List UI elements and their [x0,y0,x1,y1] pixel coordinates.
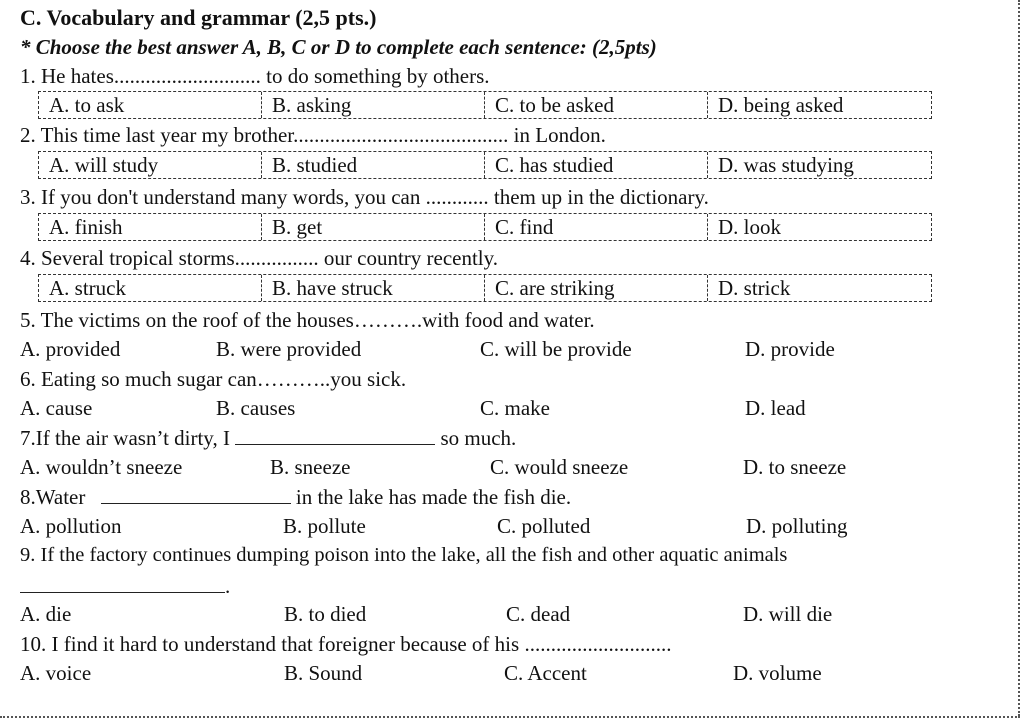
option-d[interactable]: D. strick [718,276,791,300]
question-7 [20,424,516,452]
question-6 [20,365,406,393]
question-stem-end: our country recently. [323,246,499,270]
question-stem: 1. He hates [20,64,114,88]
answer-dots: ............ [425,185,489,209]
option-d[interactable]: D. was studying [718,153,854,177]
option-a[interactable]: A. voice [20,661,92,685]
option-c[interactable]: C. dead [506,602,571,626]
option-a[interactable]: A. wouldn’t sneeze [20,455,183,479]
page-border-right [1018,0,1020,716]
options-box-3 [38,213,932,241]
question-10 [20,630,671,658]
answer-dots: ................ [234,246,319,270]
option-b[interactable]: B. to died [284,602,367,626]
option-c[interactable]: C. Accent [504,661,587,685]
question-stem-end: them up in the dictionary. [493,185,709,209]
option-a[interactable]: A. struck [39,275,262,301]
question-stem-end: to do something by others. [266,64,490,88]
answer-dots: ......................................... [293,123,509,147]
answer-blank[interactable] [235,426,435,445]
option-c[interactable]: C. will be provide [480,337,632,361]
option-b[interactable]: B. Sound [284,661,363,685]
option-d[interactable]: D. volume [733,661,822,685]
option-b[interactable]: B. were provided [216,337,362,361]
option-a[interactable]: A. cause [20,396,93,420]
options-row-7 [20,453,920,481]
option-a[interactable]: A. pollution [20,514,122,538]
option-c[interactable]: C. make [480,396,550,420]
question-9-blank-line [20,572,230,600]
answer-dots: ……….. [256,367,331,391]
option-c[interactable]: C. are striking [485,275,708,301]
option-d[interactable]: D. will die [743,602,833,626]
question-stem: 7.If the air wasn’t dirty, I [20,426,230,450]
question-stem: 8.Water [20,485,86,509]
question-5 [20,306,595,334]
question-stem: 4. Several tropical storms [20,246,235,270]
options-row-9 [20,600,920,628]
options-row-6 [20,394,920,422]
question-9 [20,541,787,569]
question-stem: 2. This time last year my brother [20,123,294,147]
answer-dots: ………. [353,308,423,332]
option-c[interactable]: C. polluted [497,514,591,538]
option-b[interactable]: B. sneeze [270,455,351,479]
question-stem-end: . [225,574,231,598]
option-d[interactable]: D. being asked [718,93,844,117]
question-stem-end: in London. [513,123,606,147]
option-a[interactable]: A. provided [20,337,121,361]
instruction: * Choose the best answer A, B, C or D to complete each sentence: (2,5pts) [20,35,657,59]
options-row-8 [20,512,920,540]
answer-dots: ............................ [524,632,672,656]
option-b[interactable]: B. asking [262,92,485,118]
question-stem-end: you sick. [330,367,407,391]
question-stem-end: in the lake has made the fish die. [295,485,572,509]
option-b[interactable]: B. get [262,214,485,240]
section-title: C. Vocabulary and grammar (2,5 pts.) [20,5,377,30]
question-stem: 5. The victims on the roof of the houses [20,308,354,332]
option-c[interactable]: C. find [485,214,708,240]
options-box-4 [38,274,932,302]
question-1 [20,62,490,90]
options-row-5 [20,335,920,363]
option-a[interactable]: A. die [20,602,72,626]
question-3 [20,183,709,211]
option-d[interactable]: D. to sneeze [743,455,847,479]
question-stem: 9. If the factory continues dumping poison into the lake, all the fish and other aquatic animals [20,544,788,566]
question-stem: 10. I find it hard to understand that foreigner because of his [20,632,520,656]
question-8 [20,483,571,511]
option-b[interactable]: B. pollute [283,514,366,538]
options-box-1 [38,91,932,119]
option-a[interactable]: A. will study [39,152,262,178]
question-2 [20,121,606,149]
option-b[interactable]: B. studied [262,152,485,178]
option-a[interactable]: A. to ask [39,92,262,118]
option-d[interactable]: D. look [718,215,781,239]
option-d[interactable]: D. polluting [746,514,848,538]
option-c[interactable]: C. to be asked [485,92,708,118]
page-border-bottom [0,716,1020,718]
question-stem: 6. Eating so much sugar can [20,367,257,391]
option-d[interactable]: D. lead [745,396,806,420]
option-b[interactable]: B. causes [216,396,296,420]
option-d[interactable]: D. provide [745,337,835,361]
answer-dots: ............................ [113,64,261,88]
question-4 [20,244,498,272]
option-a[interactable]: A. finish [39,214,262,240]
options-row-10 [20,659,920,687]
question-stem: 3. If you don't understand many words, you can [20,185,421,209]
option-b[interactable]: B. have struck [262,275,485,301]
option-c[interactable]: C. would sneeze [490,455,629,479]
question-stem-end: with food and water. [422,308,595,332]
options-box-2 [38,151,932,179]
answer-blank[interactable] [101,485,291,504]
option-c[interactable]: C. has studied [485,152,708,178]
question-stem-end: so much. [440,426,517,450]
answer-blank[interactable] [20,574,225,593]
